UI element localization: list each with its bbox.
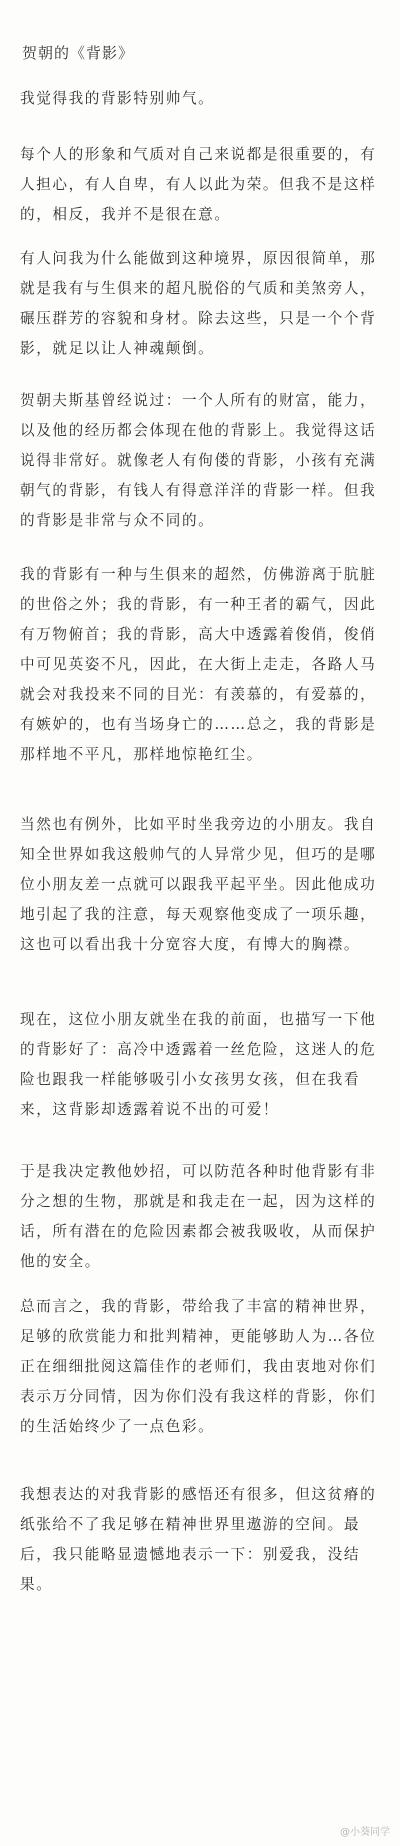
paragraph-8: 于是我决定教他妙招，可以防范各种时他背影有非分之想的生物，那就是和我走在一起，因为这样的话，所有潜在的危险因素都会被我吸收，从而保护他的安全。: [20, 1163, 377, 1270]
paragraph-1: 我觉得我的背影特别帅气。: [20, 90, 215, 107]
paragraph-2: 每个人的形象和气质对自己来说都是很重要的，有人担心，有人自卑，有人以此为荣。但我不是这样的，相反，我并不是很在意。: [20, 146, 377, 223]
paragraph-7: 现在，这位小朋友就坐在我的前面，也描写一下他的背影好了：高冷中透露着一丝危险，这迷人的危险也跟我一样能够吸引小女孩男女孩，但在我看来，这背影却透露着说不出的可爱！: [20, 1011, 377, 1118]
essay-title: 贺朝的《背影》: [22, 44, 135, 62]
paragraph-6: 当然也有例外，比如平时坐我旁边的小朋友。我自知全世界如我这般帅气的人异常少见，但巧的是哪位小朋友差一点就可以跟我平起平坐。因此他成功地引起了我的注意，每天观察他变成了一项乐趣，这也可以看出我十分宽容大度，有博大的胸襟。: [20, 816, 377, 953]
paragraph-5: 我的背影有一种与生俱来的超然，仿佛游离于肮脏的世俗之外；我的背影，有一种王者的霸气，因此有万物俯首；我的背影，高大中透露着俊俏，俊俏中可见英姿不凡，因此，在大街上走走，各路人马就会对我投来不同的目光：有羡慕的，有爱慕的，有嫉妒的，也有当场身亡的……总之，我的背影是那样地不平凡，那样地惊艳红尘。: [20, 566, 377, 763]
paragraph-9: 总而言之，我的背影，带给我了丰富的精神世界，足够的欣赏能力和批判精神，更能够助人为…各位正在细细批阅这篇佳作的老师们，我由衷地对你们表示万分同情，因为你们没有我这样的背影，你们的生活始终少了一点色彩。: [20, 1298, 377, 1435]
paragraph-4: 贺朝夫斯基曾经说过：一个人所有的财富，能力，以及他的经历都会体现在他的背影上。我觉得这话说得非常好。就像老人有佝偻的背影，小孩有充满朝气的背影，有钱人有得意洋洋的背影一样。但我的背影是非常与众不同的。: [20, 392, 377, 529]
weibo-watermark: @小葵同学: [340, 1827, 390, 1838]
paragraph-3: 有人问我为什么能做到这种境界，原因很简单，那就是我有与生俱来的超凡脱俗的气质和美煞旁人，碾压群芳的容貌和身材。除去这些，只是一个个背影，就足以让人神魂颠倒。: [20, 250, 377, 357]
paragraph-10: 我想表达的对我背影的感悟还有很多，但这贫瘠的纸张给不了我足够在精神世界里遨游的空间。最后，我只能略显遗憾地表示一下：别爱我，没结果。: [20, 1486, 377, 1593]
